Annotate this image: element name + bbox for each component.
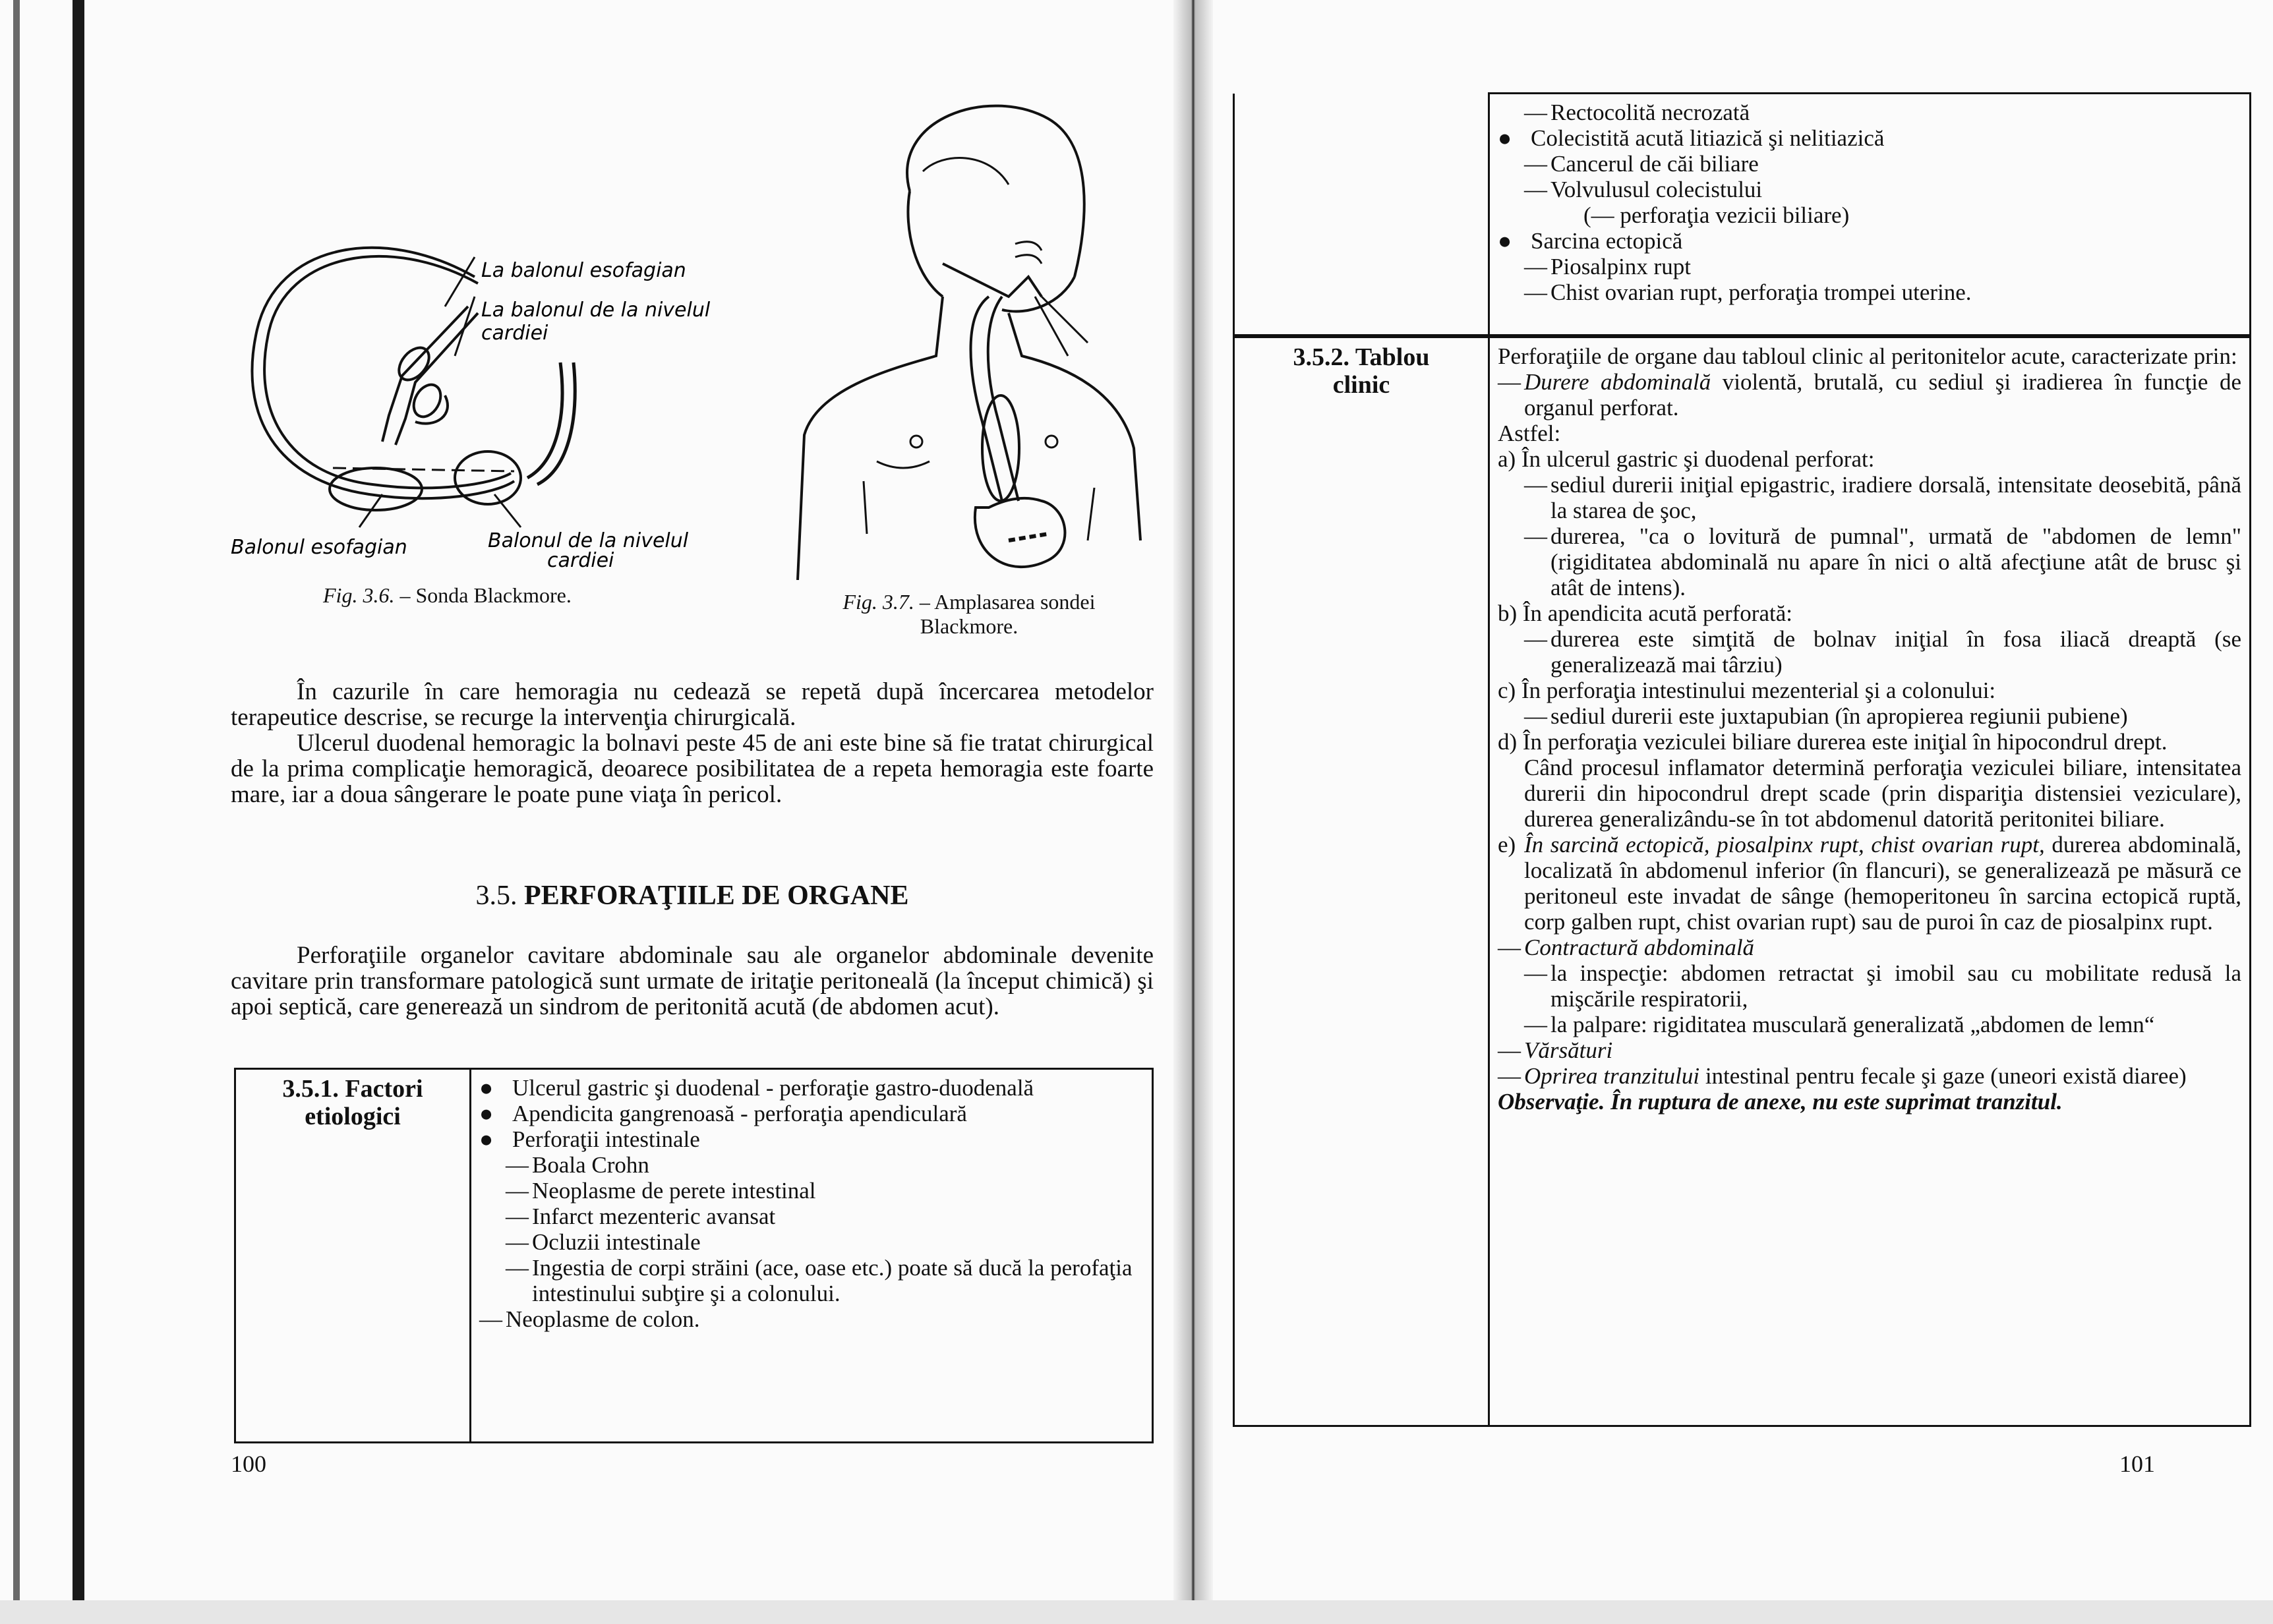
label-esofagian-top: La balonul esofagian: [481, 259, 686, 282]
list-item: [1498, 202, 2241, 228]
contractura-heading: Contractură abdominală: [1524, 935, 1755, 960]
clinic-label: [1243, 343, 1480, 399]
oprirea-heading: Oprirea tranzitului: [1524, 1063, 1700, 1089]
list-item-text: Perforaţii intestinale: [512, 1126, 700, 1152]
list-item: — Neoplasme de perete intestinal: [506, 1178, 816, 1204]
list-item-text: Ingestia de corpi străini (ace, oase etc.) poate să ducă la perofaţia intestinului subţire şi a colonului.: [532, 1255, 1133, 1306]
figure-3-7-title: – Amplasarea sondei: [914, 590, 1096, 614]
left-body-text: [231, 679, 1154, 807]
list-item-text: (— perforaţia vezicii biliare): [1583, 202, 1850, 228]
figure-3-7-title-line2: Blackmore.: [920, 614, 1018, 638]
figure-3-6-caption: [323, 583, 653, 608]
list-item-text: sediul durerii este juxtapubian (în apropierea regiunii pubiene): [1550, 703, 2128, 729]
item-e: [1498, 832, 2241, 935]
list-item: — Cancerul de căi biliare: [1524, 151, 1759, 177]
list-item-text: Ulcerul gastric şi duodenal - perforaţie gastro-duodenală: [512, 1075, 1034, 1101]
list-item: — Vărsături: [1498, 1037, 1613, 1063]
varsaturi-heading: Vărsături: [1524, 1037, 1613, 1063]
list-item: — durerea este simţită de bolnav iniţial în fosa iliacă dreaptă (se generalizează mai târziu): [1524, 626, 2241, 678]
etiology-label-cell: [235, 1069, 471, 1443]
etiology-label-line1: 3.5.1. Factori: [282, 1075, 423, 1103]
clinic-label-line2: clinic: [1332, 371, 1390, 399]
list-item: — Oprirea tranzitului intestinal pentru fecale şi gaze (uneori există diaree): [1498, 1063, 2187, 1089]
list-item-text: Piosalpinx rupt: [1550, 254, 1691, 279]
list-item-text: Neoplasme de perete intestinal: [532, 1178, 816, 1204]
list-item-text: Boala Crohn: [532, 1152, 649, 1178]
figure-3-7-caption: [791, 590, 1147, 639]
section-heading: [231, 880, 1154, 912]
oprirea-text: intestinal pentru fecale şi gaze (uneori există diaree): [1699, 1063, 2187, 1089]
clinic-label-line1: 3.5.2. Tablou: [1293, 343, 1430, 371]
clinic-label-cell: [1234, 337, 1489, 1426]
clinic-intro: Perforaţiile de organe dau tabloul clinic al peritonitelor acute, caracterizate prin:: [1498, 343, 2237, 369]
list-item: — Ocluzii intestinale: [506, 1229, 701, 1255]
list-item-text: Sarcina ectopică: [1531, 228, 1683, 254]
etiology-label: [244, 1075, 461, 1130]
list-item-text: durerea este simţită de bolnav iniţial în fosa iliacă dreaptă (se generalizează mai târziu): [1550, 626, 2241, 678]
list-item: ● Colecistită acută litiazică şi nelitiazică: [1498, 125, 1885, 151]
label-balon-cardie-2: cardiei: [547, 549, 614, 572]
paragraph-3: Perforaţiile organelor cavitare abdominale sau ale organelor abdominale devenite cavitare prin transformare patologică sunt urmate de iritaţie peritoneală (la început chimică) şi apoi septică, care generează un sindrom de peritonită acută (de abdomen acut).: [231, 942, 1154, 1020]
list-item: ● Perforaţii intestinale: [479, 1126, 700, 1152]
figure-3-6-number: Fig. 3.6.: [323, 583, 395, 607]
list-item-text: Infarct mezenteric avansat: [532, 1204, 776, 1229]
figure-3-6-title: – Sonda Blackmore.: [394, 583, 572, 607]
list-item: — Volvulusul colecistului: [1524, 177, 1763, 202]
observatie-text: În ruptura de anexe, nu este suprimat tranzitul.: [1605, 1089, 2063, 1115]
list-item: — Chist ovarian rupt, perforaţia trompei uterine.: [1524, 279, 1972, 305]
clinic-table: [1233, 336, 2251, 1427]
item-e-text: durerea abdominală, localizată în abdomenul inferior (în flancuri), se generalizează pe măsură ce peritoneul este invadat de sânge (hemoperitoneu în sarcina ectopică ruptă, corp galben rupt, chist ovarian rupt) sau de puroi în caz de piosalpinx rupt.: [1524, 832, 2241, 935]
page-number-left: 100: [231, 1451, 266, 1477]
right-page: [1213, 0, 2273, 1624]
list-item-text: Colecistită acută litiazică şi nelitiazică: [1531, 125, 1885, 151]
right-top-table: [1233, 92, 2251, 336]
figure-3-7-tube-placement: [791, 79, 1147, 580]
list-item: — Boala Crohn: [506, 1152, 649, 1178]
list-item-text: sediul durerii iniţial epigastric, iradiere dorsală, intensitate deosebită, până la starea de şoc,: [1550, 472, 2241, 523]
list-item-text: Neoplasme de colon.: [506, 1306, 700, 1332]
list-item: — Infarct mezenteric avansat: [506, 1204, 776, 1229]
list-item: ● Sarcina ectopică: [1498, 228, 1683, 254]
observatie-label: Observaţie.: [1498, 1089, 1605, 1115]
item-d: d) În perforaţia veziculei biliare durerea este iniţial în hipocondrul drept.: [1498, 729, 2168, 755]
section-heading-title: PERFORAŢIILE DE ORGANE: [524, 881, 909, 911]
item-a: a) În ulcerul gastric şi duodenal perforat:: [1498, 446, 1875, 472]
etiology-table: [234, 1068, 1154, 1443]
clinic-content-cell: [1489, 337, 2251, 1426]
list-item: ● Apendicita gangrenoasă - perforaţia apendiculară: [479, 1101, 967, 1126]
list-item-text: Chist ovarian rupt, perforaţia trompei uterine.: [1550, 279, 1972, 305]
list-item-text: Volvulusul colecistului: [1550, 177, 1763, 202]
list-item: — Piosalpinx rupt: [1524, 254, 1691, 279]
section-heading-number: 3.5.: [475, 881, 517, 911]
item-e-heading: În sarcină ectopică, piosalpinx rupt, chist ovarian rupt,: [1524, 832, 2045, 857]
list-item-text: la palpare: rigiditatea musculară generalizată „abdomen de lemn“: [1550, 1012, 2155, 1037]
left-body-text-2: [231, 942, 1154, 1020]
etiology-content-cell: [471, 1069, 1153, 1443]
list-item: — durerea, "ca o lovitură de pumnal", urmată de "abdomen de lemn" (rigiditatea abdominală nu apare în nici o altă afecţiune atât de brusc şi atât de intens).: [1524, 523, 2241, 600]
list-item-text: Ocluzii intestinale: [532, 1229, 701, 1255]
observatie: [1498, 1089, 2241, 1115]
paragraph-2: Ulcerul duodenal hemoragic la bolnavi peste 45 de ani este bine să fie tratat chirurgical de la prima complicaţie hemoragică, deoarece posibilitatea de a repeta hemoragia este foarte mare, iar a doua sângerare le poate pune viaţa în pericol.: [231, 730, 1154, 808]
list-item: — sediul durerii este juxtapubian (în apropierea regiunii pubiene): [1524, 703, 2128, 729]
right-top-content-cell: [1489, 94, 2251, 335]
figure-3-7-number: Fig. 3.7.: [842, 590, 914, 614]
list-item: — Contractură abdominală: [1498, 935, 1755, 960]
list-item-text: la inspecţie: abdomen retractat şi imobil sau cu mobilitate redusă la mişcările respiratorii,: [1550, 960, 2241, 1012]
list-item: — Rectocolită necrozată: [1524, 100, 1750, 125]
etiology-label-line2: etiologici: [305, 1103, 401, 1130]
durere-heading: Durere abdominală: [1524, 369, 1711, 395]
astfel-label: Astfel:: [1498, 420, 1561, 446]
list-item: ● Ulcerul gastric şi duodenal - perforaţie gastro-duodenală: [479, 1075, 1034, 1101]
label-balon-cardie-1: Balonul de la nivelul: [488, 529, 689, 552]
list-item: — Neoplasme de colon.: [479, 1306, 700, 1332]
item-e-label: e): [1498, 832, 1516, 857]
item-b: b) În apendicita acută perforată:: [1498, 600, 1792, 626]
book-gutter: [1173, 0, 1213, 1624]
list-item-text: Cancerul de căi biliare: [1550, 151, 1759, 177]
list-item-text: Rectocolită necrozată: [1550, 100, 1750, 125]
label-balon-esofagian: Balonul esofagian: [231, 536, 407, 559]
label-cardiei-top-1: La balonul de la nivelul: [481, 299, 711, 322]
durere-text: violentă, brutală, cu sediul şi iradierea în funcţie de organul perforat.: [1524, 369, 2241, 420]
figure-3-6-blackmore-tube: [218, 218, 745, 587]
item-d-continued: Când procesul inflamator determină perforaţia veziculei biliare, intensitatea durerii din hipocondrul drept scade (prin dispariţia distensiei veziculare), durerea generalizându-se în tot abdomenul datorită peritonitei biliare.: [1524, 755, 2241, 832]
list-item-text: durerea, "ca o lovitură de pumnal", urmată de "abdomen de lemn" (rigiditatea abdominală nu apare în nici o altă afecţiune atât de brusc şi atât de intens).: [1550, 523, 2241, 600]
list-item-text: Apendicita gangrenoasă - perforaţia apendiculară: [512, 1101, 967, 1126]
list-item: — la palpare: rigiditatea musculară generalizată „abdomen de lemn“: [1524, 1012, 2155, 1037]
page-number-right: 101: [2119, 1451, 2155, 1477]
item-c: c) În perforaţia intestinului mezenterial şi a colonului:: [1498, 678, 1996, 703]
paragraph-1: În cazurile în care hemoragia nu cedează se repetă după încercarea metodelor terapeutice descrise, se recurge la intervenţia chirurgicală.: [231, 678, 1154, 731]
list-item: — sediul durerii iniţial epigastric, iradiere dorsală, intensitate deosebită, până la starea de şoc,: [1524, 472, 2241, 523]
list-item: — Durere abdominală violentă, brutală, cu sediul şi iradierea în funcţie de organul perforat.: [1498, 369, 2241, 420]
list-item: — Ingestia de corpi străini (ace, oase etc.) poate să ducă la perofaţia intestinului subţire şi a colonului.: [479, 1255, 1144, 1306]
right-top-label-cell: [1234, 94, 1489, 335]
list-item: — la inspecţie: abdomen retractat şi imobil sau cu mobilitate redusă la mişcările respiratorii,: [1524, 960, 2241, 1012]
label-cardiei-top-2: cardiei: [481, 322, 548, 345]
